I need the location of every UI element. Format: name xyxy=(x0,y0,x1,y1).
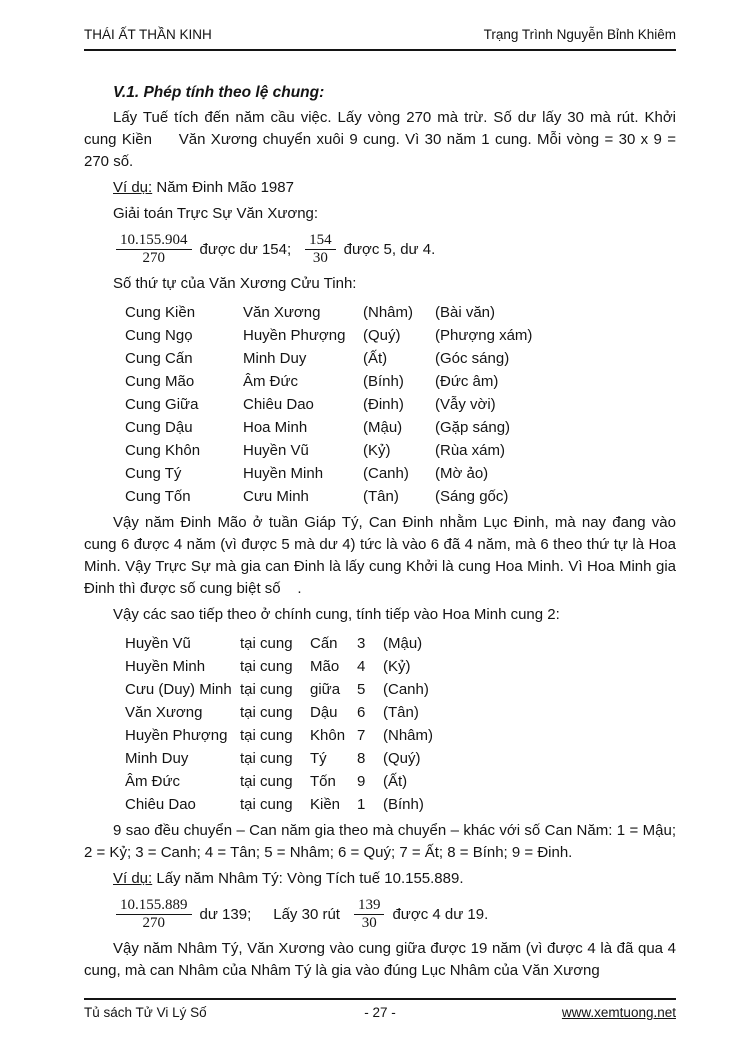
table-cell-stem: (Quý) xyxy=(383,750,421,767)
table-cell-taicung: tại cung xyxy=(240,750,293,767)
formula1 xyxy=(116,229,676,269)
table-row xyxy=(125,655,676,678)
table-row xyxy=(125,793,676,816)
table-cell-stem: (Quý) xyxy=(363,327,401,344)
fraction-numerator: 139 xyxy=(354,897,385,915)
table-cell-stem: (Mậu) xyxy=(363,419,403,436)
table-row xyxy=(125,370,676,393)
fraction xyxy=(305,232,336,267)
footer-website-text[interactable]: www.xemtuong.net xyxy=(561,1005,676,1020)
formula2 xyxy=(116,894,676,934)
table-cell-star: Văn Xương xyxy=(125,704,203,721)
example1-label: Ví dụ: xyxy=(113,179,153,196)
table-row xyxy=(125,347,676,370)
table-cell-taicung: tại cung xyxy=(240,727,293,744)
table-cell-star: Âm Đức xyxy=(125,773,181,790)
table-row xyxy=(125,393,676,416)
formula1-end-text: được 5, dư 4. xyxy=(343,240,436,258)
table-cell-number: 6 xyxy=(357,704,366,721)
table-cell-star: Chiêu Dao xyxy=(243,396,314,413)
table-cell-meaning: (Bài văn) xyxy=(435,304,496,321)
formula1-mid-text: được dư 154; xyxy=(199,240,292,258)
table-cell-cung: Tý xyxy=(310,750,327,767)
table-cell-meaning: (Gặp sáng) xyxy=(435,419,511,436)
fraction-numerator: 154 xyxy=(305,232,336,250)
intro-paragraph: Lấy Tuế tích đến năm cầu việc. Lấy vòng 270 mà trừ. Số dư lấy 30 mà rút. Khởi cung Kiền Văn Xương chuyển xuôi 9 cung. Vì 30 năm 1 cung. Mỗi vòng = 30 x 9 = 270 số. xyxy=(84,109,676,170)
table-cell-stem: (Bính) xyxy=(363,373,404,390)
table-cell-star: Cưu (Duy) Minh xyxy=(125,681,232,698)
table-cell-star: Âm Đức xyxy=(243,373,299,390)
fraction-numerator: 10.155.904 xyxy=(116,232,192,250)
table-cell-star: Văn Xương xyxy=(243,304,321,321)
example2-text: Lấy năm Nhâm Tý: Vòng Tích tuế 10.155.889. xyxy=(152,870,464,887)
table-row xyxy=(125,770,676,793)
table-cell-stem: (Mậu) xyxy=(383,635,423,652)
table-cell-number: 5 xyxy=(357,681,366,698)
order-heading: Số thứ tự của Văn Xương Cửu Tinh: xyxy=(113,275,357,292)
example1-line xyxy=(84,177,676,199)
table-cell-cung: Cấn xyxy=(310,635,338,652)
header-book-title: THÁI ẤT THẦN KINH xyxy=(84,27,212,42)
footer-page-number: - 27 - xyxy=(364,1005,396,1020)
table-row xyxy=(125,701,676,724)
solve-heading: Giải toán Trực Sự Văn Xương: xyxy=(113,205,319,222)
table-cell-stem: (Kỷ) xyxy=(383,658,411,675)
table-cell-star: Huyền Minh xyxy=(243,465,324,482)
nine-stars-paragraph: 9 sao đều chuyển – Can năm gia theo mà chuyển – khác với số Can Năm: 1 = Mậu; 2 = Kỷ; 3 = Canh; 4 = Tân; 5 = Nhâm; 6 = Quý; 7 = Ất; 8 = Bính; 9 = Đinh. xyxy=(84,822,676,861)
table-cell-star: Chiêu Dao xyxy=(125,796,196,813)
table-cell-meaning: (Mờ ảo) xyxy=(435,465,489,482)
table-cell-cung: Dậu xyxy=(310,704,338,721)
fraction-numerator: 10.155.889 xyxy=(116,897,192,915)
table-cell-taicung: tại cung xyxy=(240,704,293,721)
fraction-denominator: 270 xyxy=(142,914,165,931)
table-cell-cung: Tốn xyxy=(310,773,336,790)
table-cell-cung: Cung Khôn xyxy=(125,442,201,459)
fraction-denominator: 30 xyxy=(361,914,377,931)
table-cell-cung: Cung Kiền xyxy=(125,304,196,321)
formula2-mid-text: dư 139; xyxy=(199,905,252,923)
table-cell-cung: Cung Ngọ xyxy=(125,327,193,344)
table-cell-meaning: (Phượng xám) xyxy=(435,327,533,344)
table-cell-star: Huyền Vũ xyxy=(243,442,309,459)
table-cell-star: Cưu Minh xyxy=(243,488,309,505)
table-cell-cung: giữa xyxy=(310,681,341,698)
table-row xyxy=(125,678,676,701)
table-cell-star: Hoa Minh xyxy=(243,419,308,436)
table-row xyxy=(125,416,676,439)
header-author: Trạng Trình Nguyễn Bỉnh Khiêm xyxy=(483,27,676,42)
table-cell-taicung: tại cung xyxy=(240,635,293,652)
table-cell-meaning: (Vẫy vời) xyxy=(435,396,496,413)
footer-website-link[interactable] xyxy=(479,1005,676,1020)
table-cell-star: Huyền Vũ xyxy=(125,635,191,652)
table-cell-stem: (Kỷ) xyxy=(363,442,391,459)
table-cell-meaning: (Rùa xám) xyxy=(435,442,506,459)
formula2-mid2-text: Lấy 30 rút xyxy=(273,905,340,923)
fraction-denominator: 30 xyxy=(312,249,328,266)
table-cell-stem: (Canh) xyxy=(383,681,429,698)
star-position-table xyxy=(125,632,676,816)
fraction xyxy=(116,897,192,932)
table-cell-taicung: tại cung xyxy=(240,773,293,790)
table-cell-star: Huyền Phượng xyxy=(125,727,228,744)
formula2-end-text: được 4 dư 19. xyxy=(392,905,489,923)
fraction-denominator: 270 xyxy=(142,249,165,266)
nham-ty-paragraph: Vậy năm Nhâm Tý, Văn Xương vào cung giữa được 19 năm (vì được 4 là đã qua 4 cung, mà can Nhâm của Nhâm Tý là gia vào đúng Lục Nhâm của Văn Xương xyxy=(84,940,676,979)
table-cell-number: 7 xyxy=(357,727,366,744)
example1-text: Năm Đinh Mão 1987 xyxy=(152,179,294,196)
page-header xyxy=(84,0,676,51)
table-cell-star: Huyền Phượng xyxy=(243,327,346,344)
table-row xyxy=(125,724,676,747)
table-cell-stem: (Tân) xyxy=(383,704,419,721)
table-cell-cung: Cung Dậu xyxy=(125,419,193,436)
section-heading: V.1. Phép tính theo lệ chung: xyxy=(113,84,325,101)
table-cell-star: Minh Duy xyxy=(125,750,189,767)
table-cell-cung: Cung Mão xyxy=(125,373,195,390)
table-row xyxy=(125,747,676,770)
cung-star-table xyxy=(125,301,676,508)
table-cell-number: 4 xyxy=(357,658,366,675)
table-cell-number: 3 xyxy=(357,635,366,652)
table-cell-stem: (Ất) xyxy=(363,350,388,367)
dinh-mao-paragraph: Vậy năm Đinh Mão ở tuần Giáp Tý, Can Đinh nhằm Lục Đinh, mà nay đang vào cung 6 được 4 năm (vì được 5 mà dư 4) tức là vào 6 đã 4 năm, mà 6 theo thứ tự là Hoa Minh. Vậy Trực Sự mà gia can Đinh là lấy cung Khởi là cung Hoa Minh. Vì Hoa Minh gia Đinh thì được số cung biệt số . xyxy=(84,514,676,597)
table-cell-meaning: (Đức âm) xyxy=(435,373,499,390)
table-cell-cung: Mão xyxy=(310,658,340,675)
table-row xyxy=(125,301,676,324)
table-row xyxy=(125,485,676,508)
table-cell-stem: (Tân) xyxy=(363,488,399,505)
table-cell-cung: Kiền xyxy=(310,796,341,813)
table-cell-number: 1 xyxy=(357,796,366,813)
table-cell-cung: Cung Giữa xyxy=(125,396,199,413)
table-cell-stem: (Ất) xyxy=(383,773,408,790)
table-cell-stem: (Nhâm) xyxy=(383,727,434,744)
footer-series: Tủ sách Tử Vi Lý Số xyxy=(84,1005,207,1020)
fraction xyxy=(354,897,385,932)
sao-tiep-paragraph: Vậy các sao tiếp theo ở chính cung, tính tiếp vào Hoa Minh cung 2: xyxy=(113,606,560,623)
table-cell-cung: Khôn xyxy=(310,727,346,744)
table-row xyxy=(125,324,676,347)
table-cell-cung: Cung Tốn xyxy=(125,488,191,505)
table-cell-meaning: (Góc sáng) xyxy=(435,350,510,367)
table-cell-star: Huyền Minh xyxy=(125,658,206,675)
table-cell-taicung: tại cung xyxy=(240,658,293,675)
table-row xyxy=(125,439,676,462)
table-cell-stem: (Bính) xyxy=(383,796,424,813)
table-row xyxy=(125,462,676,485)
example2-label: Ví dụ: xyxy=(113,870,153,887)
example2-line xyxy=(84,868,676,890)
table-cell-meaning: (Sáng gốc) xyxy=(435,488,509,505)
fraction xyxy=(116,232,192,267)
table-cell-number: 9 xyxy=(357,773,366,790)
table-cell-stem: (Đinh) xyxy=(363,396,404,413)
table-row xyxy=(125,632,676,655)
table-cell-taicung: tại cung xyxy=(240,681,293,698)
table-cell-cung: Cung Tý xyxy=(125,465,182,482)
table-cell-stem: (Nhâm) xyxy=(363,304,414,321)
table-cell-star: Minh Duy xyxy=(243,350,307,367)
table-cell-cung: Cung Cấn xyxy=(125,350,193,367)
table-cell-number: 8 xyxy=(357,750,366,767)
table-cell-stem: (Canh) xyxy=(363,465,409,482)
page-footer xyxy=(84,998,676,1020)
table-cell-taicung: tại cung xyxy=(240,796,293,813)
